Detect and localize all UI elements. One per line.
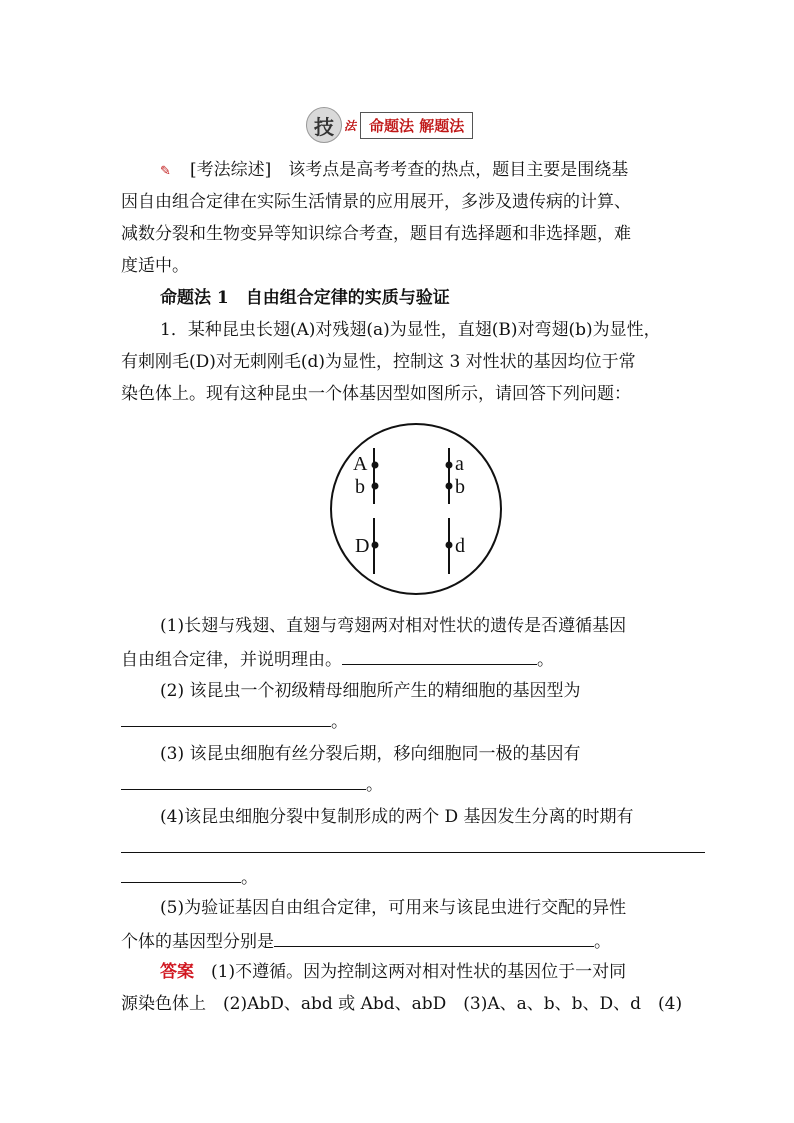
- overview-line-3: 减数分裂和生物变异等知识综合考查，题目有选择题和非选择题，难: [121, 224, 631, 244]
- overview-line-2: 因自由组合定律在实际生活情景的应用展开，多涉及遗传病的计算、: [121, 192, 631, 212]
- q2-line-1: (2) 该昆虫一个初级精母细胞所产生的精细胞的基因型为: [160, 681, 581, 701]
- q1-period: 。: [537, 650, 554, 670]
- q4-answer-line[interactable]: [121, 852, 705, 853]
- q5-answer-blank[interactable]: [274, 928, 594, 947]
- pen-icon: ✎: [160, 164, 171, 179]
- gene-locus-b-right: [446, 483, 453, 490]
- badge-small-text: 法: [344, 118, 357, 133]
- badge-icon: 技: [306, 107, 342, 143]
- overview-line-1: [160, 158, 628, 184]
- label-b-left: b: [355, 476, 365, 498]
- q3-line-2: [121, 771, 383, 797]
- q1-answer-blank[interactable]: [342, 646, 537, 665]
- q3-period: 。: [366, 775, 383, 795]
- q5-text: 个体的基因型分别是: [121, 932, 274, 952]
- q4-answer-blank[interactable]: [121, 864, 241, 883]
- gene-locus-d: [446, 542, 453, 549]
- chromosome-diagram: [322, 412, 510, 602]
- question-line-2: 有刺刚毛(D)对无刺刚毛(d)为显性，控制这 3 对性状的基因均位于常: [121, 352, 636, 372]
- badge-title: 命题法 解题法: [360, 112, 473, 139]
- overview-label: [考法综述]: [190, 160, 272, 180]
- question-line-1: 1．某种昆虫长翅(A)对残翅(a)为显性，直翅(B)对弯翅(b)为显性，: [160, 320, 661, 340]
- gene-locus-A: [372, 462, 379, 469]
- label-d: d: [455, 535, 465, 557]
- answer-line-1: [160, 960, 626, 984]
- answer-line-2: 源染色体上 (2)AbD、abd 或 Abd、abD (3)A、a、b、b、D、d (4): [121, 994, 683, 1014]
- question-line-3: 染色体上。现有这种昆虫一个体基因型如图所示，请回答下列问题：: [121, 384, 631, 404]
- overview-line-4: 度适中。: [121, 256, 189, 276]
- answer-text-1: (1)不遵循。因为控制这两对相对性状的基因位于一对同: [211, 962, 627, 982]
- q4-line-2: [121, 864, 258, 890]
- q2-answer-blank[interactable]: [121, 708, 331, 727]
- gene-locus-a: [446, 462, 453, 469]
- overview-text-1: 该考点是高考考查的热点，题目主要是围绕基: [288, 160, 629, 180]
- gene-locus-b-left: [372, 483, 379, 490]
- label-D: D: [355, 535, 370, 557]
- q2-period: 。: [331, 712, 348, 732]
- label-a: a: [455, 453, 464, 475]
- gene-locus-D: [372, 542, 379, 549]
- method-title: 命题法 1 自由组合定律的实质与验证: [160, 288, 450, 308]
- q4-period: 。: [241, 868, 258, 888]
- section-badge: [306, 108, 473, 142]
- label-b-right: b: [455, 476, 465, 498]
- q5-line-2: [121, 928, 611, 954]
- q3-answer-blank[interactable]: [121, 771, 366, 790]
- q4-line-1: (4)该昆虫细胞分裂中复制形成的两个 D 基因发生分离的时期有: [160, 807, 634, 827]
- answer-label: 答案: [160, 962, 194, 982]
- q3-line-1: (3) 该昆虫细胞有丝分裂后期，移向细胞同一极的基因有: [160, 744, 581, 764]
- label-A: A: [353, 453, 368, 475]
- q1-line-2: [121, 646, 554, 672]
- q2-line-2: [121, 708, 348, 734]
- q5-period: 。: [594, 932, 611, 952]
- cell-outline: [331, 424, 501, 594]
- q1-line-1: (1)长翅与残翅、直翅与弯翅两对相对性状的遗传是否遵循基因: [160, 616, 627, 636]
- q1-text: 自由组合定律，并说明理由。: [121, 650, 342, 670]
- q5-line-1: (5)为验证基因自由组合定律，可用来与该昆虫进行交配的异性: [160, 898, 627, 918]
